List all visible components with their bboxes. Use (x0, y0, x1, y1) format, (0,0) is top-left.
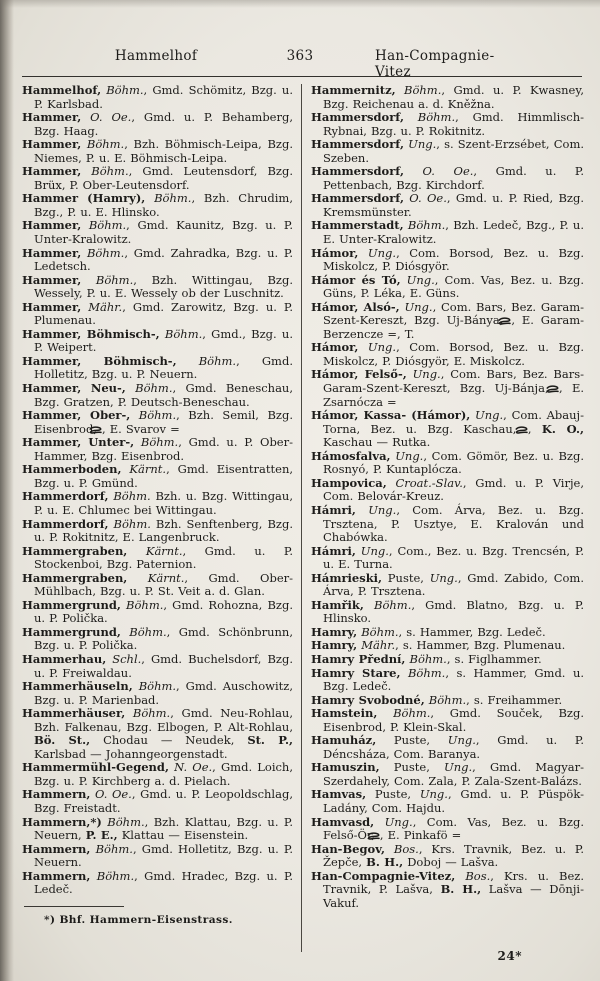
gazetteer-entry (311, 707, 584, 734)
entry-text: , E. Garam-Berzencze =, T. (323, 313, 584, 341)
entry-text: , Gmd. Blatno, Bzg. u. P. Hlinsko. (323, 597, 584, 626)
entry-text: , Bzh. Klattau, Bzg. u. P. Neuern, (34, 814, 293, 843)
entry-text: , Gmd. u. P. Déncsháza, Com. Baranya. (323, 733, 584, 761)
gazetteer-entry (22, 680, 293, 707)
entry-text: , Com. Vas, Bez. u. Bzg. Güns, P. Léka, E. Güns. (323, 272, 584, 301)
entry-text: , Gmd. Holletitz, Bzg. u. P. Neuern. (34, 841, 293, 870)
bold-text: Hammerstadt, (311, 218, 404, 233)
gazetteer-entry (22, 788, 293, 815)
gazetteer-entry (22, 355, 293, 382)
entry-text: , Com. Borsod, Bez. u. Bzg. Miskolcz, P. Diósgyör. (323, 245, 584, 274)
gazetteer-entry (311, 165, 584, 192)
region-abbrev: Ung. (419, 787, 448, 802)
region-abbrev: Ung. (374, 814, 413, 829)
bold-text: Hámosfalva, (311, 448, 391, 463)
bold-text: Han-Compagnie-Vitez, (311, 868, 456, 883)
region-abbrev: Böhm. (132, 679, 177, 694)
bold-text: P. E., (85, 828, 118, 843)
entry-text: , Krs. Travnik, Bez. u. P. Žepče, (323, 841, 584, 870)
region-abbrev: Croat.-Slav. (386, 475, 463, 490)
gazetteer-entry (311, 450, 584, 477)
gazetteer-entry (22, 653, 293, 680)
bold-text: Hampovica, (311, 475, 387, 490)
entry-text: , Com., Bez. u. Bzg. Trencsén, P. u. E. Turna. (323, 543, 584, 572)
entry-text: , Gmd. Beneschau, Bzg. Gratzen, P. Deutsch-Beneschau. (34, 381, 293, 409)
gazetteer-entry (311, 788, 584, 815)
entry-text: , Gmd. Schönbrunn, Bzg. u. P. Polička. (34, 624, 293, 653)
bold-text: Hámor, Kassa- (Hámor), (311, 408, 471, 423)
bold-text: Hámor és Tó, (311, 272, 401, 287)
gazetteer-entry (22, 274, 293, 301)
bold-text: Hammer, (22, 218, 82, 233)
region-abbrev: Böhm. (108, 516, 151, 531)
gazetteer-entry (311, 84, 584, 111)
bold-text: Hammern, (22, 841, 91, 856)
entry-text: , Gmd. Buchelsdorf, Bzg. u. P. Freiwaldau. (34, 651, 293, 680)
bold-text: Hámor, Felső-, (311, 367, 407, 382)
gazetteer-entry (311, 368, 584, 409)
entry-text: , Gmd. Zabido, Com. Árva, P. Trsztena. (323, 570, 584, 599)
gazetteer-entry (311, 301, 584, 342)
gazetteer-entry (22, 192, 293, 219)
gazetteer-entry (22, 382, 293, 409)
bold-text: Hammerhäuseln, (22, 679, 133, 694)
region-abbrev: Böhm. (400, 665, 446, 680)
gazetteer-entry (22, 219, 293, 246)
bold-text: Hammergrund, (22, 624, 121, 639)
entry-text: , Com. Árva, Bez. u. Bzg. Trsztena, P. Usztye, E. Kralován und Chabówka. (323, 502, 584, 545)
region-abbrev: Böhm. (81, 137, 125, 152)
bold-text: Hammersdorf, (311, 164, 404, 179)
region-abbrev: Mähr. (81, 299, 123, 314)
footnote-rule (24, 906, 124, 907)
entry-text: , Com. Bars, Bez. Garam-Szent-Kereszt, Bzg. Uj-Bánya, (323, 299, 584, 328)
bold-text: Hamry, (311, 624, 358, 639)
gazetteer-entry (22, 84, 293, 111)
region-abbrev: Schl. (106, 651, 142, 666)
entry-text: , Gmd. Zarowitz, Bzg. u. P. Plumenau. (34, 299, 293, 328)
gazetteer-entry (22, 111, 293, 138)
region-abbrev: Ung. (429, 570, 458, 585)
region-abbrev: Böhm. (130, 408, 177, 423)
entry-text: , Gmd. Souček, Bzg. Eisenbrod, P. Klein-Skal. (323, 706, 584, 734)
gazetteer-entry (311, 870, 584, 911)
bold-text: Hámri, (311, 502, 356, 517)
region-abbrev: Böhm. (395, 84, 442, 97)
bold-text: Hamvas, (311, 787, 367, 802)
entry-text: , Gmd. Holletitz, Bzg. u. P. Neuern. (34, 353, 293, 382)
entry-text: , Gmd. u. P. Ober-Hammer, Bzg. Eisenbrod. (34, 435, 293, 463)
left-entries-list (22, 84, 293, 897)
entry-text: Lašva — Dōnji-Vakuf. (323, 882, 584, 910)
gazetteer-entry (22, 545, 293, 572)
region-abbrev: Böhm. (81, 272, 134, 287)
bold-text: Hammernitz, (311, 84, 396, 97)
footnote: *) Bhf. Hammern-Eisenstrass. (44, 913, 233, 926)
right-entries-list (311, 84, 584, 910)
bold-text: Hamstein, (311, 706, 378, 721)
entry-text: , s. Figlhammer. (446, 651, 542, 666)
region-abbrev: Böhm. (125, 706, 171, 721)
bold-text: Hammersdorf, (311, 137, 404, 152)
entry-text: Puste, (376, 733, 448, 748)
region-abbrev: Böhm. (176, 353, 237, 368)
region-abbrev: Böhm. (159, 326, 203, 341)
entry-text: , Com. Bars, Bez. Bars-Garam-Szent-Kereszt, Bzg. Uj-Bánja, (323, 367, 584, 396)
bold-text: Hammer, (22, 245, 82, 260)
bold-text: Hamuszin, (311, 760, 380, 775)
entry-text: , Com. Gömör, Bez. u. Bzg. Rosnyó, P. Kuntaplócza. (323, 448, 584, 477)
entry-text: , Gmd. Eisentratten, Bzg. u. P. Gmünd. (34, 462, 294, 490)
entry-text: Kaschau — Rutka. (323, 435, 431, 450)
gazetteer-entry (311, 599, 584, 626)
region-abbrev: Ung. (400, 272, 435, 287)
gazetteer-entry (311, 761, 584, 788)
gazetteer-entry (311, 341, 584, 368)
bold-text: Hammerboden, (22, 462, 122, 477)
gazetteer-entry (311, 667, 584, 694)
entry-text: , E. Pinkafö = (379, 828, 462, 843)
entry-text: , (527, 421, 542, 436)
region-abbrev: Mähr. (357, 638, 396, 653)
entry-text: , s. Freihammer. (466, 692, 563, 707)
region-abbrev: Böhm. (101, 814, 145, 829)
left-column (22, 84, 301, 952)
gazetteer-entry (22, 165, 293, 192)
entry-text: Puste, (382, 570, 430, 585)
gazetteer-entry (311, 694, 584, 708)
region-abbrev: Böhm. (424, 692, 467, 707)
header-left-keyword: Hammelhof (114, 48, 198, 64)
bold-text: Hammer, Böhmisch-, (22, 326, 160, 341)
scan-top-shadow (0, 0, 600, 8)
gazetteer-entry (22, 843, 293, 870)
entry-text: , s. Hammer, Bzg. Ledeč. (398, 624, 546, 639)
region-abbrev: Ung. (444, 760, 473, 775)
gazetteer-entry (22, 572, 293, 599)
entry-text: , Gmd. Loich, Bzg. u. P. Kirchberg a. d. Pielach. (34, 760, 293, 788)
bold-text: Hammerhäuser, (22, 706, 126, 721)
region-abbrev: O. Oe. (81, 110, 132, 125)
gazetteer-entry (22, 626, 293, 653)
gazetteer-entry (22, 761, 293, 788)
entry-text: , Gmd. u. P. Stockenboi, Bzg. Paternion. (34, 543, 293, 572)
bold-text: Hamry, (311, 638, 358, 653)
bold-text: Hámri, (311, 543, 356, 558)
region-abbrev: Bos. (455, 868, 491, 883)
gazetteer-entry (22, 518, 293, 545)
gazetteer-entry (311, 477, 584, 504)
entry-text: , Gmd., Bzg. u. P. Weipert. (34, 326, 293, 355)
gazetteer-entry (22, 816, 293, 843)
region-abbrev: Böhm. (145, 191, 192, 206)
region-abbrev: Böhm. (81, 164, 129, 179)
bold-text: Hammern, (22, 787, 91, 802)
bold-text: Hammern, (22, 868, 91, 883)
region-abbrev: Kärnt. (121, 462, 167, 477)
entry-text: , Gmd. Ober-Mühlbach, Bzg. u. P. St. Veit a. d. Glan. (34, 570, 294, 599)
scan-gutter-shadow (0, 0, 14, 981)
region-abbrev: Ung. (399, 299, 433, 314)
gazetteer-entry (22, 490, 293, 517)
entry-text: , Com. Vas, Bez. u. Bzg. Felső-Ör, (323, 814, 584, 843)
entry-text: , Gmd. Rohozna, Bzg. u. P. Polička. (34, 597, 293, 626)
entry-text: , Bzh. Chrudim, Bzg., P. u. E. Hlinsko. (34, 191, 293, 219)
bold-text: Hammer, (22, 110, 82, 125)
header-rule (22, 76, 582, 77)
region-abbrev: Ung. (447, 733, 476, 748)
entry-text: , Gmd. Auschowitz, Bzg. u. P. Marienbad. (34, 679, 293, 707)
bold-text: Hammer, Unter-, (22, 435, 135, 450)
entry-text: , Gmd. u. P. Ried, Bzg. Kremsmünster. (323, 191, 584, 219)
gazetteer-entry (22, 599, 293, 626)
bold-text: Hammerdorf, (22, 516, 109, 531)
region-abbrev: Ung. (403, 137, 437, 152)
region-abbrev: Böhm. (81, 218, 127, 233)
gazetteer-entry (311, 545, 584, 572)
entry-text: , Bzh. Ledeč, Bzg., P. u. E. Unter-Kralowitz. (323, 218, 584, 247)
entry-text: , Bzh. Böhmisch-Leipa, Bzg. Niemes, P. u. E. Böhmisch-Leipa. (34, 137, 293, 165)
bold-text: Hammerhau, (22, 651, 107, 666)
bold-text: Bö. St., (34, 733, 91, 748)
entry-text: Klattau — Eisenstein. (117, 828, 249, 843)
bold-text: Hammer, Böhmisch-, (22, 353, 177, 368)
bold-text: Hammergraben, (22, 543, 128, 558)
bold-text: Hammer, (22, 137, 82, 152)
entry-text: , Gmd. Schömitz, Bzg. u. P. Karlsbad. (34, 84, 293, 111)
region-abbrev: Bos. (384, 841, 419, 856)
entry-text: , s. Hammer, Gmd. u. Bzg. Ledeč. (323, 665, 584, 694)
gazetteer-entry (311, 192, 584, 219)
gazetteer-entry (22, 138, 293, 165)
bold-text: K. O., (541, 421, 584, 436)
bold-text: Hammern,*) (22, 814, 102, 829)
gazetteer-entry (311, 626, 584, 640)
gazetteer-entry (311, 572, 584, 599)
entry-text: Bzh. Senftenberg, Bzg. u. P. Rokitnitz, E. Langenbruck. (34, 516, 293, 545)
entry-text: , E. Zsarnócza = (323, 381, 584, 409)
bold-text: Hamuház, (311, 733, 377, 748)
gazetteer-entry (22, 328, 293, 355)
entry-text: , Krs. u. Bez. Travnik, P. Lašva, (323, 868, 584, 897)
gazetteer-entry (311, 639, 584, 653)
region-abbrev: Ung. (358, 245, 397, 260)
region-abbrev: Ung. (470, 408, 504, 423)
entry-text: Bzh. u. Bzg. Wittingau, P. u. E. Chlumec bei Wittingau. (34, 489, 293, 517)
bold-text: Hammer, (22, 299, 82, 314)
gazetteer-entry (311, 247, 584, 274)
region-abbrev: O. Oe. (403, 164, 474, 179)
region-abbrev: Böhm. (90, 868, 135, 883)
entry-text: Chodau — Neudek, (90, 733, 248, 748)
header-right-keyword: Han-Compagnie-Vitez (375, 48, 495, 80)
entry-text: , Bzh. Wittingau, Bzg. Wessely, P. u. E. Wessely ob der Luschnitz. (34, 272, 293, 301)
bold-text: Hammelhof, (22, 84, 102, 97)
bold-text: Hamvasd, (311, 814, 375, 829)
bold-text: Hamry Stare, (311, 665, 401, 680)
bold-text: Hammermühl-Gegend, (22, 760, 169, 775)
entry-text: , Gmd. u. P. Püspök-Ladány, Com. Hajdu. (323, 787, 584, 815)
gazetteer-entry (311, 111, 584, 138)
gazetteer-entry (311, 274, 584, 301)
bold-text: Hamry Přední, (311, 651, 406, 666)
region-abbrev: Ung. (355, 502, 397, 517)
gazetteer-entry (311, 816, 584, 843)
bold-text: Hammer, Neu-, (22, 381, 126, 396)
region-abbrev: Böhm. (101, 84, 144, 97)
gazetteer-entry (311, 409, 584, 450)
region-abbrev: Böhm. (134, 435, 179, 450)
bold-text: Hammerdorf, (22, 489, 109, 504)
gazetteer-entry (22, 409, 293, 436)
gazetteer-entry (22, 870, 293, 897)
entry-text: , Com. Abauj-Torna, Bez. u. Bzg. Kaschau, (323, 408, 584, 436)
region-abbrev: N. Oe. (168, 760, 213, 775)
region-abbrev: Ung. (406, 367, 441, 382)
signature-mark: 24* (497, 949, 522, 963)
bold-text: Hamřik, (311, 597, 364, 612)
gazetteer-entry (22, 301, 293, 328)
gazetteer-entry (311, 653, 584, 667)
entry-text: , Gmd. u. P. Virje, Com. Belovár-Kreuz. (323, 475, 584, 504)
entry-text: Puste, (366, 787, 420, 802)
region-abbrev: Ung. (390, 448, 424, 463)
bold-text: Hammer, (22, 164, 82, 179)
region-abbrev: Böhm. (125, 381, 173, 396)
entry-text: , Gmd. u. P. Leopoldschlag, Bzg. Freistadt. (34, 787, 293, 815)
page-number: 363 (286, 48, 314, 64)
entry-text: , s. Szent-Erzsébet, Com. Szeben. (323, 137, 584, 165)
bold-text: Hámor, (311, 245, 359, 260)
region-abbrev: Böhm. (405, 651, 447, 666)
bold-text: B. H., (366, 855, 404, 870)
text-columns (22, 84, 584, 952)
bold-text: Hámor, Alsó-, (311, 299, 400, 314)
region-abbrev: Böhm. (120, 624, 167, 639)
entry-text: , Gmd. u. P. Behamberg, Bzg. Haag. (34, 110, 293, 138)
gazetteer-entry (311, 843, 584, 870)
region-abbrev: Böhm. (403, 110, 456, 125)
bold-text: Han-Begov, (311, 841, 385, 856)
region-abbrev: Böhm. (90, 841, 133, 856)
entry-text: , Gmd. Leutensdorf, Bzg. Brüx, P. Ober-Leutensdorf. (34, 164, 293, 192)
entry-text: , Bzh. Semil, Bzg. Eisenbrod, (34, 408, 293, 436)
bold-text: St. P., (247, 733, 293, 748)
region-abbrev: Kärnt. (127, 570, 185, 585)
gazetteer-entry (22, 463, 293, 490)
entry-text: Karlsbad — Johanngeorgenstadt. (34, 746, 228, 761)
region-abbrev: Böhm. (120, 597, 164, 612)
region-abbrev: Böhm. (363, 597, 412, 612)
gazetteer-entry (22, 707, 293, 761)
bold-text: Hamry Svobodné, (311, 692, 425, 707)
entry-text: , Gmd. Magyar-Szerdahely, Com. Zala, P. Zala-Szent-Balázs. (323, 760, 584, 788)
gazetteer-entry (311, 734, 584, 761)
entry-text: , Com. Borsod, Bez. u. Bzg. Miskolcz, P. Diósgyör, E. Miskolcz. (323, 340, 584, 368)
region-abbrev: Ung. (355, 543, 389, 558)
bold-text: Hammergrund, (22, 597, 121, 612)
entry-text: , Gmd. Neu-Rohlau, Bzh. Falkenau, Bzg. Elbogen, P. Alt-Rohlau, (34, 706, 293, 734)
bold-text: Hammergraben, (22, 570, 128, 585)
region-abbrev: Böhm. (377, 706, 431, 721)
entry-text: , Gmd. Himmlisch-Rybnai, Bzg. u. P. Rokitnitz. (323, 110, 584, 138)
bold-text: Hammer, Ober-, (22, 408, 131, 423)
bold-text: Hammer, (22, 272, 82, 287)
entry-text: , Gmd. u. P. Kwasney, Bzg. Reichenau a. d. Kněžna. (323, 84, 584, 111)
region-abbrev: Kärnt. (127, 543, 183, 558)
region-abbrev: Böhm. (108, 489, 151, 504)
region-abbrev: Böhm. (81, 245, 125, 260)
entry-text: Puste, (379, 760, 445, 775)
running-header (0, 48, 600, 80)
bold-text: Hámrieski, (311, 570, 383, 585)
entry-text: , E. Svarov = (102, 421, 180, 436)
bold-text: Hammersdorf, (311, 110, 404, 125)
gazetteer-entry (311, 504, 584, 545)
region-abbrev: Ung. (358, 340, 397, 355)
entry-text: , Gmd. Zahradka, Bzg. u. P. Ledetsch. (34, 245, 293, 274)
bold-text: Hammer (Hamry), (22, 191, 146, 206)
entry-text: Doboj — Lašva. (403, 855, 499, 870)
region-abbrev: O. Oe. (403, 191, 447, 206)
gazetteer-entry (22, 247, 293, 274)
region-abbrev: Böhm. (357, 624, 399, 639)
gazetteer-entry (311, 219, 584, 246)
gazetteer-entry (311, 138, 584, 165)
region-abbrev: O. Oe. (90, 787, 132, 802)
entry-text: , s. Hammer, Bzg. Plumenau. (395, 638, 566, 653)
bold-text: Hammersdorf, (311, 191, 404, 206)
entry-text: , Gmd. u. P. Pettenbach, Bzg. Kirchdorf. (323, 164, 584, 192)
entry-text: , Gmd. Hradec, Bzg. u. P. Ledeč. (34, 868, 294, 897)
gazetteer-entry (22, 436, 293, 463)
entry-text: , Gmd. Kaunitz, Bzg. u. P. Unter-Kralowitz. (34, 218, 293, 247)
region-abbrev: Böhm. (403, 218, 446, 233)
right-column (301, 84, 584, 952)
bold-text: Hámor, (311, 340, 359, 355)
bold-text: B. H., (440, 882, 482, 897)
